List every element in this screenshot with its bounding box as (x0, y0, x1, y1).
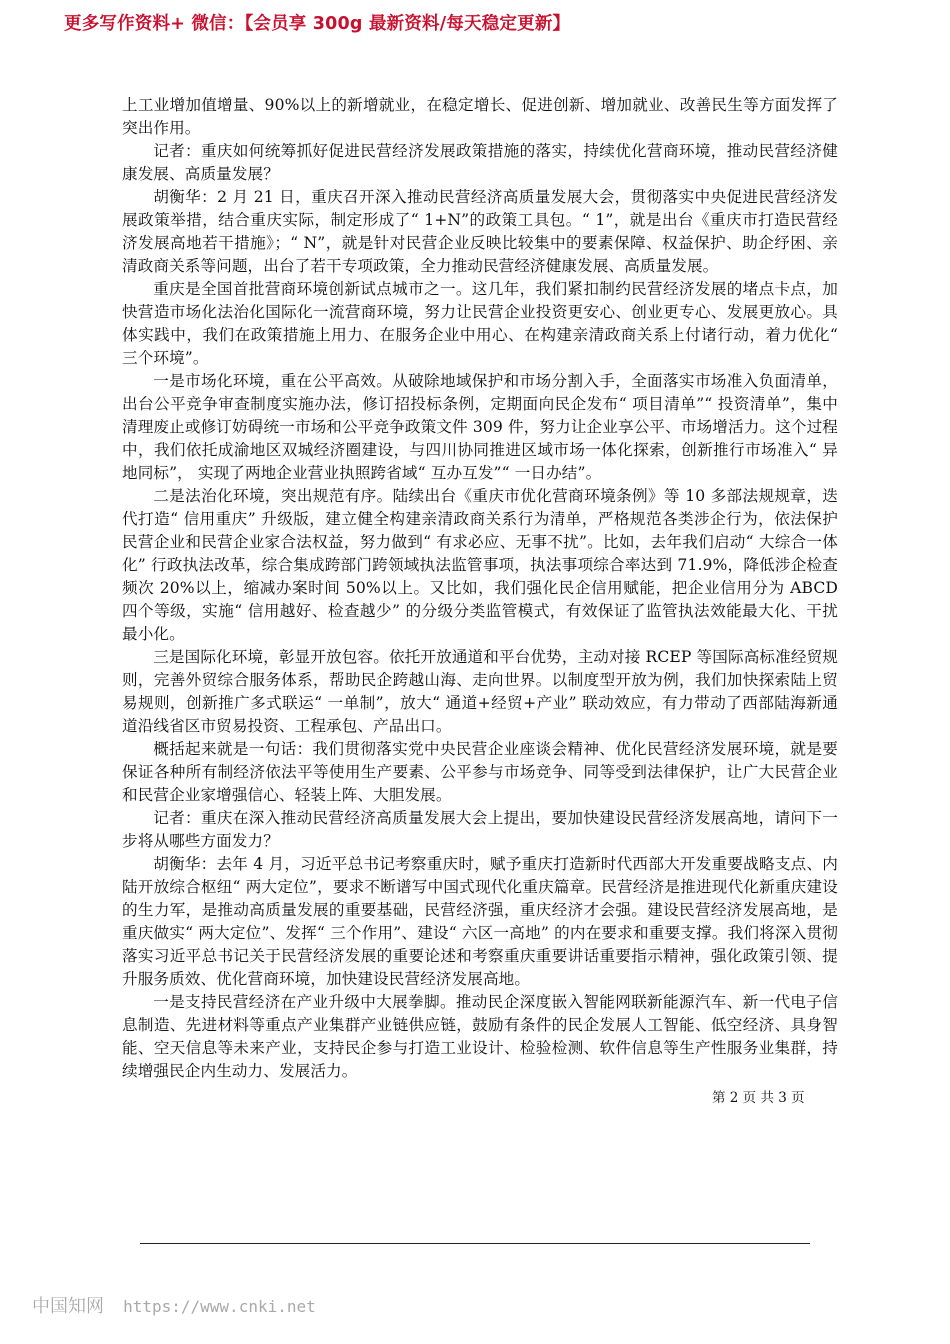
paragraph: 三是国际化环境，彰显开放包容。依托开放通道和平台优势，主动对接 RCEP 等国际高标准经贸规则，完善外贸综合服务体系，帮助民企跨越山海、走向世界。以制度型开放为例，我们加快探索陆上贸易规则，创新推广多式联运“ 一单制”，放大“ 通道+经贸+产业” 联动效应，有力带动了西部陆海新通道沿线省区市贸易投资、工程承包、产品出口。 (122, 648, 838, 735)
footer-watermark (32, 1292, 316, 1318)
paragraph-continuation: 上工业增加值增量、90%以上的新增就业，在稳定增长、促进创新、增加就业、改善民生等方面发挥了突出作用。 (122, 96, 838, 137)
paragraph-answer-2: 胡衡华：去年 4 月，习近平总书记考察重庆时，赋予重庆打造新时代西部大开发重要战略支点、内陆开放综合枢纽“ 两大定位”，要求不断谱写中国式现代化重庆篇章。民营经济是推进现代化新重庆建设的生力军，是推动高质量发展的重要基础，民营经济强，重庆经济才会强。建设民营经济发展高地，是重庆做实“ 两大定位”、发挥“ 三个作用”、建设“ 六区一高地” 的内在要求和重要支撑。我们将深入贯彻落实习近平总书记关于民营经济发展的重要论述和考察重庆重要讲话重要指示精神，强化政策引领、提升服务质效、优化营商环境，加快建设民营经济发展高地。 (122, 855, 838, 988)
paragraph-reporter-question-2: 记者：重庆在深入推动民营经济高质量发展大会上提出，要加快建设民营经济发展高地，请问下一步将从哪些方面发力？ (122, 809, 838, 850)
promo-banner: 更多写作资料+ 微信：【会员享 300g 最新资料/每天稳定更新】 (64, 14, 571, 34)
footer-site-name: 中国知网 (32, 1296, 104, 1317)
paragraph: 二是法治化环境，突出规范有序。陆续出台《重庆市优化营商环境条例》等 10 多部法规规章，迭代打造“ 信用重庆” 升级版，建立健全构建亲清政商关系行为清单，严格规范各类涉企行为，依法保护民营企业和民营企业家合法权益，努力做到“ 有求必应、无事不扰”。比如，去年我们启动“ 大综合一体化” 行政执法改革，综合集成跨部门跨领域执法监管事项，执法事项综合率达到 71.9%，降低涉企检查频次 20%以上，缩减办案时间 50%以上。又比如，我们强化民企信用赋能，把企业信用分为 ABCD 四个等级，实施“ 信用越好、检查越少” 的分级分类监管模式，有效保证了监管执法效能最大化、干扰最小化。 (122, 487, 838, 643)
paragraph: 重庆是全国首批营商环境创新试点城市之一。这几年，我们紧扣制约民营经济发展的堵点卡点，加快营造市场化法治化国际化一流营商环境，努力让民营企业投资更安心、创业更专心、发展更放心。具体实践中，我们在政策措施上用力、在服务企业中用心、在构建亲清政商关系上付诸行动，着力优化“ 三个环境”。 (122, 280, 838, 367)
paragraph: 一是支持民营经济在产业升级中大展拳脚。推动民企深度嵌入智能网联新能源汽车、新一代电子信息制造、先进材料等重点产业集群产业链供应链，鼓励有条件的民企发展人工智能、低空经济、具身智能、空天信息等未来产业，支持民企参与打造工业设计、检验检测、软件信息等生产性服务业集群，持续增强民企内生动力、发展活力。 (122, 993, 838, 1080)
paragraph-answer-1: 胡衡华：2 月 21 日，重庆召开深入推动民营经济高质量发展大会，贯彻落实中央促进民营经济发展政策举措，结合重庆实际，制定形成了“ 1+N”的政策工具包。“ 1”，就是出台《重庆市打造民营经济发展高地若干措施》；“ N”，就是针对民营企业反映比较集中的要素保障、权益保护、助企纾困、亲清政商关系等问题，出台了若干专项政策，全力推动民营经济健康发展、高质量发展。 (122, 188, 838, 275)
article-body (122, 94, 838, 1083)
footer-url[interactable]: https://www.cnki.net (123, 1297, 316, 1316)
paragraph: 概括起来就是一句话：我们贯彻落实党中央民营企业座谈会精神、优化民营经济发展环境，就是要保证各种所有制经济依法平等使用生产要素、公平参与市场竞争、同等受到法律保护，让广大民营企业和民营企业家增强信心、轻装上阵、大胆发展。 (122, 740, 838, 804)
paragraph-reporter-question-1: 记者：重庆如何统筹抓好促进民营经济发展政策措施的落实，持续优化营商环境，推动民营经济健康发展、高质量发展？ (122, 142, 838, 183)
page-number: 第 2 页 共 3 页 (712, 1090, 805, 1106)
paragraph: 一是市场化环境，重在公平高效。从破除地域保护和市场分割入手，全面落实市场准入负面清单，出台公平竞争审查制度实施办法，修订招投标条例，定期面向民企发布“ 项目清单”“ 投资清单”，集中清理废止或修订妨碍统一市场和公平竞争政策文件 309 件，努力让企业享公平、市场增活力。这个过程中，我们依托成渝地区双城经济圈建设，与四川协同推进区域市场一体化探索，创新推行市场准入“ 异地同标”， 实现了两地企业营业执照跨省域“ 互办互发”“ 一日办结”。 (122, 372, 838, 482)
footer-divider (140, 1243, 810, 1244)
